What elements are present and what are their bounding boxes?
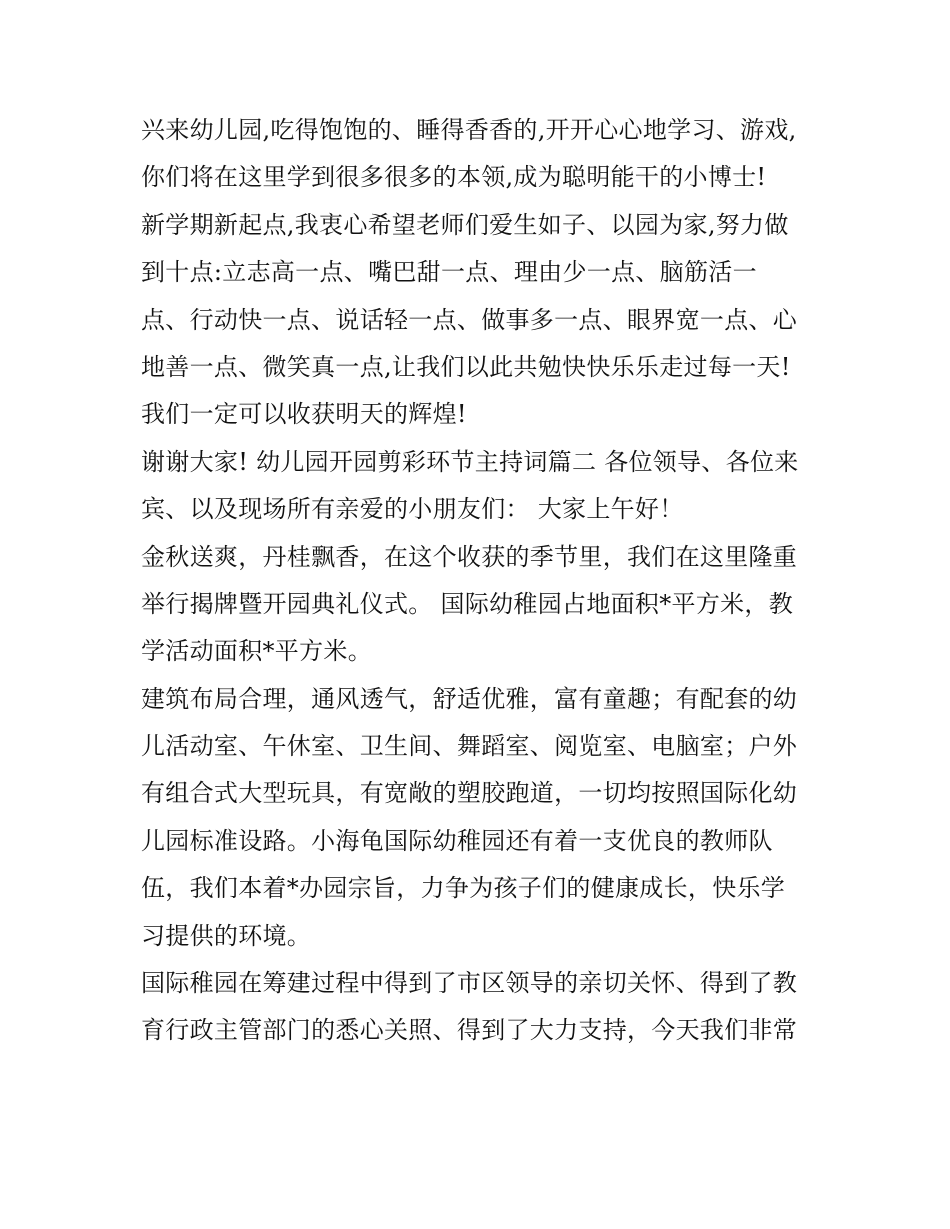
text-line: 谢谢大家! 幼儿园开园剪彩环节主持词篇二 各位领导、各位来 <box>141 447 799 476</box>
text-line: 我们一定可以收获明天的辉煌! <box>141 400 467 429</box>
text-line: 你们将在这里学到很多很多的本领,成为聪明能干的小博士! <box>141 163 767 192</box>
text-line: 国际稚园在筹建过程中得到了市区领导的亲切关怀、得到了教 <box>141 969 798 998</box>
text-line: 建筑布局合理，通风透气，舒适优雅，富有童趣；有配套的幼 <box>141 684 798 713</box>
text-line: 儿活动室、午休室、卫生间、舞蹈室、阅览室、电脑室；户外 <box>141 732 798 761</box>
text-line: 伍，我们本着*办园宗旨，力争为孩子们的健康成长，快乐学 <box>141 874 786 903</box>
text-line: 到十点:立志高一点、嘴巴甜一点、理由少一点、脑筋活一 <box>141 258 757 287</box>
text-line: 育行政主管部门的悉心关照、得到了大力支持，今天我们非常 <box>141 1016 798 1045</box>
text-line: 举行揭牌暨开园典礼仪式。 国际幼稚园占地面积*平方米，教 <box>141 589 794 618</box>
text-line: 新学期新起点,我衷心希望老师们爱生如子、以园为家,努力做 <box>141 210 789 239</box>
text-line: 宾、以及现场所有亲爱的小朋友们： 大家上午好！ <box>141 495 684 524</box>
text-line: 有组合式大型玩具，有宽敞的塑胶跑道，一切均按照国际化幼 <box>141 779 798 808</box>
text-line: 金秋送爽，丹桂飘香，在这个收获的季节里，我们在这里隆重 <box>141 542 798 571</box>
document-body <box>141 107 821 1055</box>
text-line: 儿园标准设路。小海龟国际幼稚园还有着一支优良的教师队 <box>141 826 773 855</box>
text-line: 学活动面积*平方米。 <box>141 637 372 666</box>
text-line: 地善一点、微笑真一点,让我们以此共勉快快乐乐走过每一天! <box>141 352 791 381</box>
text-line: 兴来幼儿园,吃得饱饱的、睡得香香的,开开心心地学习、游戏, <box>141 116 797 144</box>
text-line: 点、行动快一点、说话轻一点、做事多一点、眼界宽一点、心 <box>141 305 798 334</box>
text-line: 习提供的环境。 <box>141 921 312 950</box>
